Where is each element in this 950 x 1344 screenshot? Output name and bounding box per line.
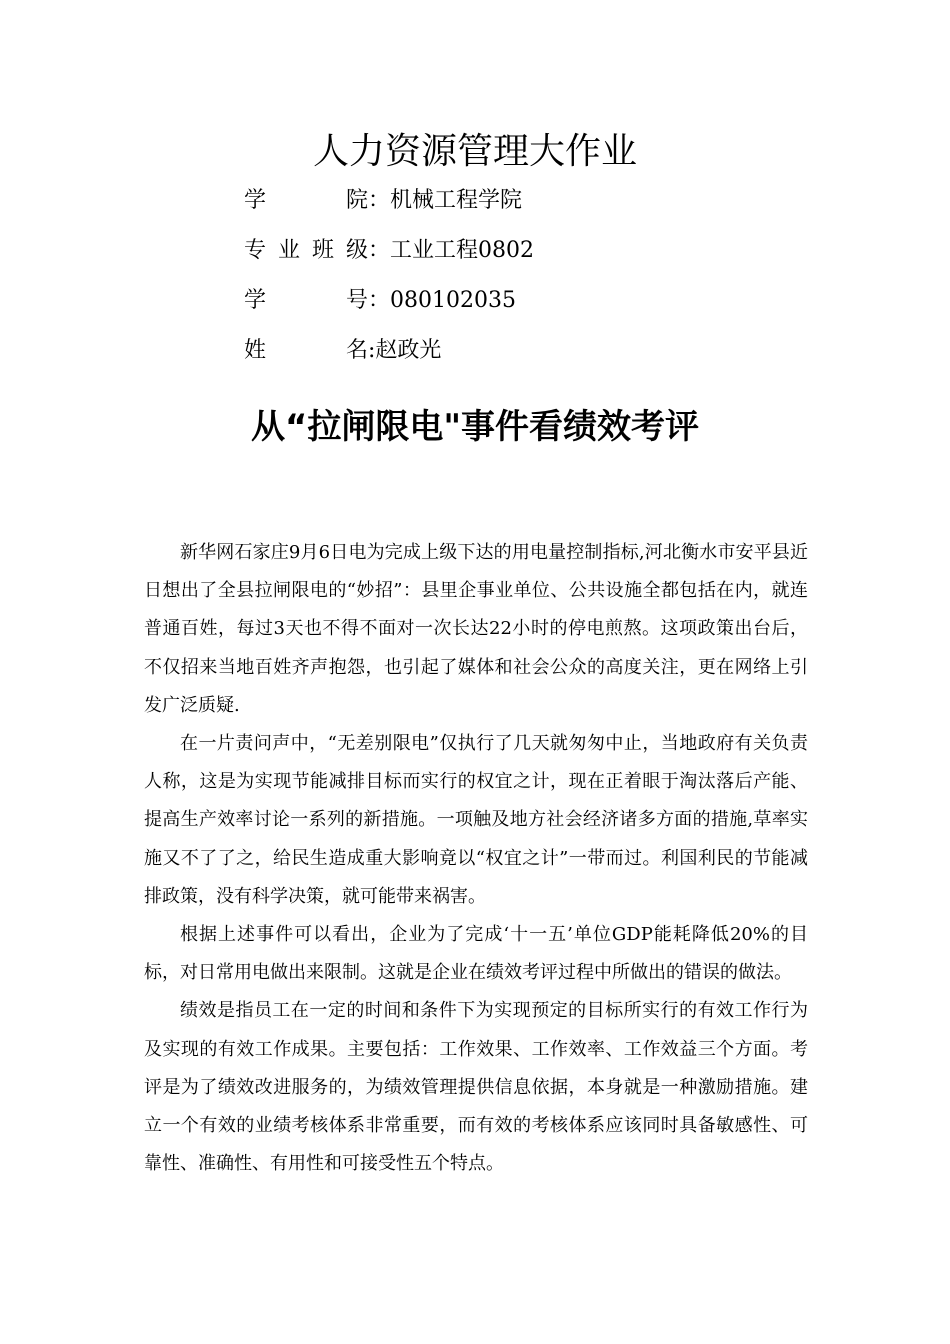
student-info — [244, 178, 844, 378]
paragraph: 绩效是指员工在一定的时间和条件下为实现预定的目标所实行的有效工作行为及实现的有效工作成果。主要包括：工作效果、工作效率、工作效益三个方面。考评是为了绩效改进服务的，为绩效管理提供信息依据，本身就是一种激励措施。建立一个有效的业绩考核体系非常重要，而有效的考核体系应该同时具备敏感性、可靠性、准确性、有用性和可接受性五个特点。 — [144, 1000, 808, 1175]
article-title: 从“拉闸限电"事件看绩效考评 — [250, 407, 700, 447]
paragraph: 新华网石家庄9月6日电为完成上级下达的用电量控制指标,河北衡水市安平县近日想出了全县拉闸限电的“妙招”：县里企事业单位、公共设施全都包括在内，就连普通百姓，每过3天也不得不面对一次长达22小时的停电煎熬。这项政策出台后，不仅招来当地百姓齐声抱怨，也引起了媒体和社会公众的高度关注，更在网络上引发广泛质疑. — [144, 542, 808, 716]
info-label-student-id: 学 号 — [244, 288, 368, 313]
article-body — [144, 534, 808, 1183]
info-value-student-id: 080102035 — [390, 288, 516, 313]
info-label-name: 姓 名 — [244, 338, 368, 363]
info-row-class — [244, 228, 844, 278]
paragraph: 根据上述事件可以看出，企业为了完成‘十一五’单位GDP能耗降低20%的目标，对日常用电做出来限制。这就是企业在绩效考评过程中所做出的错误的做法。 — [144, 924, 808, 984]
info-value-class: 工业工程0802 — [390, 238, 535, 263]
info-separator: : — [368, 338, 376, 363]
info-separator: ： — [368, 288, 391, 313]
info-row-name — [244, 328, 844, 378]
info-separator: ： — [368, 238, 391, 263]
info-value-name: 赵政光 — [375, 338, 442, 363]
info-row-student-id — [244, 278, 844, 328]
info-row-college — [244, 178, 844, 228]
paragraph: 在一片责问声中，“无差别限电”仅执行了几天就匆匆中止，当地政府有关负责人称，这是为实现节能减排目标而实行的权宜之计，现在正着眼于淘汰落后产能、提高生产效率讨论一系列的新措施。一项触及地方社会经济诸多方面的措施,草率实施又不了了之，给民生造成重大影响竟以“权宜之计”一带而过。利国利民的节能减排政策，没有科学决策，就可能带来祸害。 — [144, 733, 808, 907]
info-label-college: 学 院 — [244, 188, 368, 213]
info-label-class: 专 业 班 级 — [244, 238, 368, 263]
document-title: 人力资源管理大作业 — [312, 131, 637, 172]
info-separator: ： — [368, 188, 391, 213]
info-value-college: 机械工程学院 — [390, 188, 523, 213]
